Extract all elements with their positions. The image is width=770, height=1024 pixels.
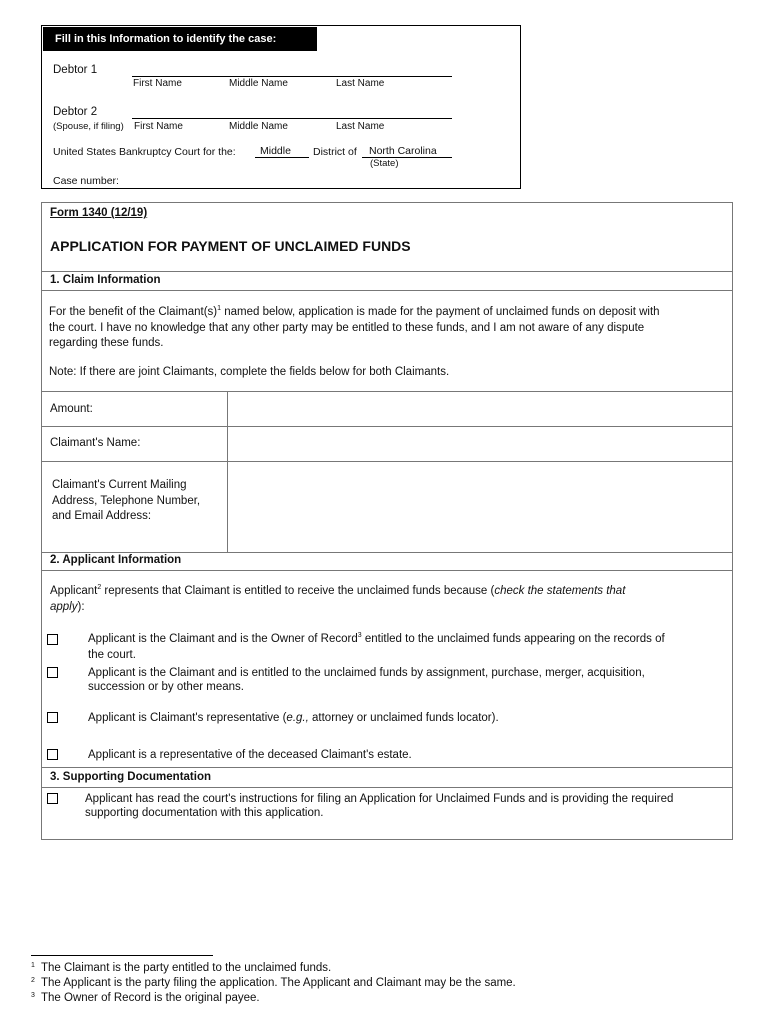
intro-italic-apply: apply bbox=[50, 600, 78, 613]
district-of-label: District of bbox=[313, 146, 357, 158]
debtor2-label: Debtor 2 bbox=[53, 106, 98, 118]
footnote-number: 1 bbox=[31, 962, 35, 969]
debtor1-middle-name-caption: Middle Name bbox=[229, 78, 288, 89]
intro-start: Applicant bbox=[50, 585, 98, 597]
section2-heading: 2. Applicant Information bbox=[50, 554, 182, 566]
form-title: APPLICATION FOR PAYMENT OF UNCLAIMED FUNDS bbox=[50, 238, 411, 254]
applicant-intro bbox=[50, 584, 730, 615]
divider bbox=[42, 426, 732, 427]
divider bbox=[42, 552, 732, 553]
mailing-address-input[interactable] bbox=[229, 463, 731, 551]
divider bbox=[42, 271, 732, 272]
claimant-name-label: Claimant's Name: bbox=[50, 437, 141, 449]
option1-line2: the court. bbox=[88, 648, 136, 661]
intro-end: ): bbox=[77, 600, 85, 613]
case-number-label: Case number: bbox=[53, 175, 119, 187]
footnote-number: 2 bbox=[31, 977, 35, 984]
section3-line2: supporting documentation with this application. bbox=[85, 807, 324, 819]
footnote-3 bbox=[31, 992, 260, 1004]
debtor1-label: Debtor 1 bbox=[53, 64, 98, 76]
footnote-separator bbox=[31, 955, 213, 956]
claimant-name-input[interactable] bbox=[229, 428, 731, 460]
divider bbox=[42, 570, 732, 571]
assignment-checkbox[interactable] bbox=[47, 667, 58, 678]
option2-line1: Applicant is the Claimant and is entitled to the unclaimed funds by assignment, purchase, merger, acquisition, bbox=[88, 667, 645, 679]
mailing-address-label-line: Address, Telephone Number, bbox=[52, 494, 201, 507]
amount-input[interactable] bbox=[229, 393, 731, 425]
option-representative bbox=[88, 711, 499, 727]
state-value: North Carolina bbox=[369, 145, 437, 157]
footnote-2 bbox=[31, 977, 516, 989]
debtor1-last-name-caption: Last Name bbox=[336, 78, 385, 89]
debtor2-first-name-caption: First Name bbox=[134, 121, 183, 132]
option-estate-representative: Applicant is a representative of the deceased Claimant's estate. bbox=[88, 749, 412, 761]
footnote-text: The Applicant is the party filing the application. The Applicant and Claimant may be the same. bbox=[41, 977, 516, 989]
mailing-address-label bbox=[52, 478, 200, 525]
court-label: United States Bankruptcy Court for the: bbox=[53, 146, 236, 158]
option2-line2: succession or by other means. bbox=[88, 680, 244, 693]
divider bbox=[42, 391, 732, 392]
debtor2-name-field[interactable] bbox=[132, 118, 452, 119]
footnote-text: The Owner of Record is the original payee. bbox=[41, 992, 260, 1004]
state-caption: (State) bbox=[370, 158, 399, 169]
footnote-ref-3: 3 bbox=[357, 632, 362, 640]
amount-label: Amount: bbox=[50, 403, 93, 415]
option3-end: attorney or unclaimed funds locator). bbox=[308, 712, 499, 724]
section1-heading: 1. Claim Information bbox=[50, 274, 161, 286]
section3-heading: 3. Supporting Documentation bbox=[50, 771, 211, 783]
footnote-1 bbox=[31, 962, 331, 974]
section3-line1: Applicant has read the court's instructions for filing an Application for Unclaimed Funds and is providing the required bbox=[85, 793, 674, 805]
option-assignment bbox=[88, 666, 645, 695]
supporting-docs-checkbox[interactable] bbox=[47, 793, 58, 804]
divider bbox=[42, 461, 732, 462]
mailing-address-label-line: and Email Address: bbox=[52, 510, 152, 522]
debtor2-middle-name-caption: Middle Name bbox=[229, 121, 288, 132]
para-line2: the court. I have no knowledge that any other party may be entitled to these funds, and I am not aware of any dispute bbox=[49, 321, 645, 334]
supporting-docs-statement bbox=[85, 792, 673, 820]
owner-of-record-checkbox[interactable] bbox=[47, 634, 58, 645]
footnote-ref-2: 2 bbox=[97, 584, 102, 592]
court-district-field[interactable] bbox=[255, 157, 309, 158]
para-line3: regarding these funds. bbox=[49, 337, 164, 349]
case-info-header: Fill in this Information to identify the case: bbox=[43, 27, 317, 51]
option3-italic: e.g., bbox=[286, 712, 309, 724]
intro-italic: check the statements that bbox=[494, 585, 626, 597]
option1-end: entitled to the unclaimed funds appearing on the records of bbox=[361, 633, 665, 645]
estate-representative-checkbox[interactable] bbox=[47, 749, 58, 760]
mailing-address-label-line: Claimant's Current Mailing bbox=[52, 479, 187, 491]
joint-claimants-note: Note: If there are joint Claimants, complete the fields below for both Claimants. bbox=[49, 366, 450, 378]
table-divider bbox=[227, 391, 228, 552]
debtor1-first-name-caption: First Name bbox=[133, 78, 182, 89]
intro-middle: represents that Claimant is entitled to receive the unclaimed funds because ( bbox=[101, 585, 495, 597]
claim-info-paragraph bbox=[49, 305, 729, 352]
option3-start: Applicant is Claimant's representative ( bbox=[88, 712, 287, 724]
option-owner-of-record bbox=[88, 632, 665, 663]
representative-checkbox[interactable] bbox=[47, 712, 58, 723]
para-line1-end: named below, application is made for the payment of unclaimed funds on deposit with bbox=[221, 306, 660, 318]
footnote-ref-1: 1 bbox=[217, 305, 222, 313]
debtor1-name-field[interactable] bbox=[132, 76, 452, 77]
form-number: Form 1340 (12/19) bbox=[50, 207, 148, 219]
court-district-value: Middle bbox=[260, 145, 291, 157]
debtor2-last-name-caption: Last Name bbox=[336, 121, 385, 132]
divider bbox=[42, 767, 732, 768]
divider bbox=[42, 290, 732, 291]
footnote-number: 3 bbox=[31, 992, 35, 999]
footnote-text: The Claimant is the party entitled to the unclaimed funds. bbox=[41, 962, 332, 974]
divider bbox=[42, 787, 732, 788]
option1-start: Applicant is the Claimant and is the Owner of Record bbox=[88, 633, 358, 645]
spouse-note: (Spouse, if filing) bbox=[53, 121, 124, 132]
para-line1-start: For the benefit of the Claimant(s) bbox=[49, 306, 218, 318]
